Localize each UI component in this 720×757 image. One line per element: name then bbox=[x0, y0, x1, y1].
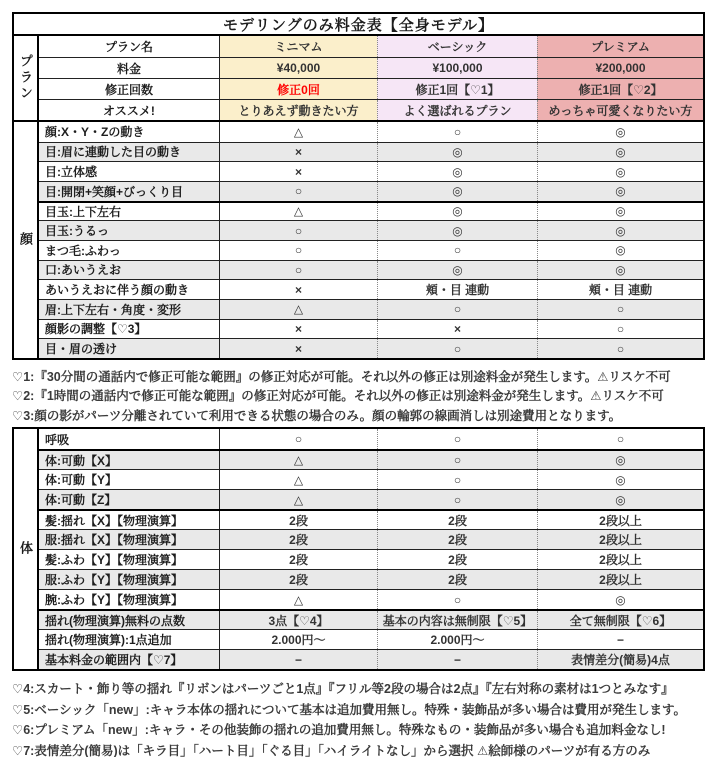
cell-premium: 2段以上 bbox=[537, 530, 703, 549]
row-label: 体:可動【X】 bbox=[45, 453, 118, 468]
footnote: ♡5:ベーシック「new」:キャラ本体の揺れについて基本は追加費用無し。特殊・装飾品が多い場合は費用が発生します。 bbox=[12, 702, 687, 717]
cell-minimum: × bbox=[219, 143, 377, 162]
row-label: 顔影の調整【♡3】 bbox=[45, 322, 147, 337]
plan-face-table bbox=[12, 12, 705, 360]
row-label: 目:開閉+笑顔+びっくり目 bbox=[45, 184, 184, 199]
footnote: ♡1:『30分間の通話内で修正可能な範囲』の修正対応が可能。それ以外の修正は別途料金が発生します。⚠リスケ不可 bbox=[12, 369, 671, 384]
footnote: ♡4:スカート・飾り等の揺れ『リボンはパーツごと1点』『フリル等2段の場合は2点』『左右対称の素材は1つとみなす』 bbox=[12, 682, 674, 697]
cell-basic: ◎ bbox=[377, 143, 537, 162]
cell-premium: ¥200,000 bbox=[537, 58, 703, 78]
table-row bbox=[39, 509, 703, 529]
cell-premium: ○ bbox=[537, 339, 703, 358]
table-row bbox=[39, 78, 703, 99]
table-row bbox=[39, 589, 703, 609]
cell-minimum: 2.000円〜 bbox=[219, 630, 377, 649]
table-row bbox=[39, 429, 703, 449]
cell-basic: 2.000円〜 bbox=[377, 630, 537, 649]
cell-basic: 修正1回【♡1】 bbox=[377, 79, 537, 99]
section-label-body: 体 bbox=[14, 429, 39, 669]
row-label: 目・眉の透け bbox=[45, 342, 118, 357]
cell-minimum: △ bbox=[219, 470, 377, 489]
cell-basic: ○ bbox=[377, 122, 537, 142]
cell-premium: ◎ bbox=[537, 143, 703, 162]
table-row bbox=[39, 161, 703, 181]
row-label: 眉:上下左右・角度・変形 bbox=[45, 302, 181, 317]
table-row bbox=[39, 609, 703, 629]
table-row bbox=[39, 142, 703, 162]
section-label-face: 顔 bbox=[14, 122, 39, 358]
cell-premium: ◎ bbox=[537, 203, 703, 221]
cell-basic: ○ bbox=[377, 451, 537, 469]
cell-basic: 2段 bbox=[377, 511, 537, 529]
table-row bbox=[39, 449, 703, 469]
cell-premium: ◎ bbox=[537, 470, 703, 489]
row-label: 体:可動【Z】 bbox=[45, 493, 117, 508]
table-row bbox=[39, 181, 703, 201]
cell-minimum: とりあえず動きたい方 bbox=[219, 100, 377, 120]
footnote: ♡2:『1時間の通話内で修正可能な範囲』の修正対応が可能。それ以外の修正は別途料金が発生します。⚠リスケ不可 bbox=[12, 389, 664, 404]
cell-minimum: 2段 bbox=[219, 511, 377, 529]
cell-premium: ◎ bbox=[537, 182, 703, 201]
cell-basic: ◎ bbox=[377, 221, 537, 240]
cell-basic: ¥100,000 bbox=[377, 58, 537, 78]
row-label: 基本料金の範囲内【♡7】 bbox=[45, 653, 183, 668]
cell-premium: 2段以上 bbox=[537, 511, 703, 529]
cell-premium: プレミアム bbox=[537, 36, 703, 57]
sheet-title: モデリングのみ料金表【全身モデル】 bbox=[14, 14, 703, 36]
face-section bbox=[14, 120, 703, 358]
row-label: 揺れ(物理演算):1点追加 bbox=[45, 633, 172, 648]
table-row bbox=[39, 260, 703, 280]
row-label: 呼吸 bbox=[45, 432, 70, 447]
cell-minimum: ¥40,000 bbox=[219, 58, 377, 78]
cell-basic: ◎ bbox=[377, 261, 537, 280]
cell-minimum: ○ bbox=[219, 182, 377, 201]
cell-basic: ◎ bbox=[377, 182, 537, 201]
table-row bbox=[39, 549, 703, 569]
cell-basic: ◎ bbox=[377, 162, 537, 181]
cell-premium: − bbox=[537, 630, 703, 649]
table-row bbox=[39, 57, 703, 78]
row-label: プラン名 bbox=[104, 40, 153, 54]
table-row bbox=[39, 319, 703, 339]
table-row bbox=[39, 220, 703, 240]
cell-premium: 表情差分(簡易)4点 bbox=[537, 650, 703, 669]
cell-minimum: △ bbox=[219, 300, 377, 319]
cell-minimum: 2段 bbox=[219, 550, 377, 569]
row-label: あいうえおに伴う顔の動き bbox=[45, 283, 190, 298]
cell-basic: 2段 bbox=[377, 570, 537, 589]
table-row bbox=[39, 529, 703, 549]
table-row bbox=[39, 201, 703, 221]
row-label: 髪:ふわ【Y】【物理演算】 bbox=[45, 553, 184, 568]
row-label: 服:ふわ【Y】【物理演算】 bbox=[45, 573, 184, 588]
cell-premium: 頬・目 連動 bbox=[537, 280, 703, 299]
cell-premium: ◎ bbox=[537, 261, 703, 280]
row-label: オススメ! bbox=[103, 103, 155, 118]
cell-premium: ◎ bbox=[537, 490, 703, 509]
cell-minimum: × bbox=[219, 320, 377, 339]
cell-premium: めっちゃ可愛くなりたい方 bbox=[537, 100, 703, 120]
section-label-plan: プラン bbox=[14, 36, 39, 120]
cell-premium: ◎ bbox=[537, 451, 703, 469]
cell-minimum: ○ bbox=[219, 241, 377, 260]
table-row bbox=[39, 36, 703, 57]
row-label: 揺れ(物理演算)無料の点数 bbox=[45, 613, 185, 628]
row-label: 修正回数 bbox=[104, 82, 153, 97]
row-label: 目:眉に連動した目の動き bbox=[45, 145, 181, 160]
cell-basic: 基本の内容は無制限【♡5】 bbox=[377, 611, 537, 629]
table-row bbox=[39, 99, 703, 120]
cell-minimum: 修正0回 bbox=[219, 79, 377, 99]
body-pricing-table bbox=[12, 427, 705, 671]
cell-basic: よく選ばれるプラン bbox=[377, 100, 537, 120]
cell-basic: 頬・目 連動 bbox=[377, 280, 537, 299]
cell-minimum: △ bbox=[219, 490, 377, 509]
cell-basic: ○ bbox=[377, 490, 537, 509]
cell-basic: ○ bbox=[377, 241, 537, 260]
footnotes-bottom bbox=[12, 679, 720, 757]
table-row bbox=[39, 338, 703, 358]
cell-minimum: ○ bbox=[219, 261, 377, 280]
cell-minimum: − bbox=[219, 650, 377, 669]
cell-minimum: ○ bbox=[219, 429, 377, 449]
row-label: まつ毛:ふわっ bbox=[45, 243, 121, 258]
cell-basic: ◎ bbox=[377, 203, 537, 221]
cell-premium: ◎ bbox=[537, 241, 703, 260]
row-label: 腕:ふわ【Y】【物理演算】 bbox=[45, 593, 184, 608]
cell-premium: ◎ bbox=[537, 590, 703, 609]
cell-basic: 2段 bbox=[377, 550, 537, 569]
table-row bbox=[39, 489, 703, 509]
table-row bbox=[39, 649, 703, 669]
cell-premium: ◎ bbox=[537, 221, 703, 240]
cell-premium: ○ bbox=[537, 300, 703, 319]
table-row bbox=[39, 240, 703, 260]
row-label: 髪:揺れ【X】【物理演算】 bbox=[45, 513, 184, 528]
row-label: 料金 bbox=[116, 61, 141, 76]
cell-minimum: × bbox=[219, 162, 377, 181]
cell-minimum: 3点【♡4】 bbox=[219, 611, 377, 629]
cell-basic: ○ bbox=[377, 470, 537, 489]
table-row bbox=[39, 629, 703, 649]
cell-premium: ○ bbox=[537, 320, 703, 339]
cell-basic: ○ bbox=[377, 300, 537, 319]
table-row bbox=[39, 299, 703, 319]
plan-header-section bbox=[14, 36, 703, 120]
row-label: 顔:X・Y・Zの動き bbox=[45, 125, 145, 140]
cell-minimum: △ bbox=[219, 203, 377, 221]
table-row bbox=[39, 569, 703, 589]
cell-premium: ◎ bbox=[537, 122, 703, 142]
cell-minimum: ○ bbox=[219, 221, 377, 240]
cell-minimum: △ bbox=[219, 451, 377, 469]
cell-premium: 修正1回【♡2】 bbox=[537, 79, 703, 99]
cell-minimum: ミニマム bbox=[219, 36, 377, 57]
cell-basic: − bbox=[377, 650, 537, 669]
cell-minimum: △ bbox=[219, 590, 377, 609]
body-section bbox=[14, 429, 703, 669]
cell-premium: ○ bbox=[537, 429, 703, 449]
cell-basic: ○ bbox=[377, 339, 537, 358]
footnote: ♡6:プレミアム「new」:キャラ・その他装飾の揺れの追加費用無し。特殊なもの・装飾品が多い場合も追加料金なし! bbox=[12, 723, 666, 738]
row-label: 体:可動【Y】 bbox=[45, 473, 118, 488]
row-label: 目玉:上下左右 bbox=[45, 204, 121, 219]
cell-basic: ベーシック bbox=[377, 36, 537, 57]
cell-minimum: × bbox=[219, 339, 377, 358]
cell-basic: ○ bbox=[377, 590, 537, 609]
table-row bbox=[39, 122, 703, 142]
cell-premium: ◎ bbox=[537, 162, 703, 181]
cell-basic: 2段 bbox=[377, 530, 537, 549]
cell-minimum: 2段 bbox=[219, 530, 377, 549]
footnote: ♡7:表情差分(簡易)は「キラ目」「ハート目」「ぐる目」「ハイライトなし」から選択 ⚠絵師様のパーツが有る方のみ bbox=[12, 743, 651, 757]
row-label: 口:あいうえお bbox=[45, 263, 121, 278]
row-label: 目:立体感 bbox=[45, 165, 97, 180]
cell-premium: 2段以上 bbox=[537, 570, 703, 589]
table-row bbox=[39, 469, 703, 489]
footnotes-mid bbox=[12, 368, 720, 427]
cell-basic: × bbox=[377, 320, 537, 339]
cell-minimum: 2段 bbox=[219, 570, 377, 589]
cell-minimum: △ bbox=[219, 122, 377, 142]
footnote: ♡3:顔の影がパーツ分離されていて利用できる状態の場合のみ。顔の輪郭の線画消しは別途費用となります。 bbox=[12, 408, 622, 423]
cell-premium: 2段以上 bbox=[537, 550, 703, 569]
cell-basic: ○ bbox=[377, 429, 537, 449]
row-label: 服:揺れ【X】【物理演算】 bbox=[45, 533, 184, 548]
row-label: 目玉:うるっ bbox=[45, 224, 109, 239]
table-row bbox=[39, 279, 703, 299]
cell-minimum: × bbox=[219, 280, 377, 299]
cell-premium: 全て無制限【♡6】 bbox=[537, 611, 703, 629]
